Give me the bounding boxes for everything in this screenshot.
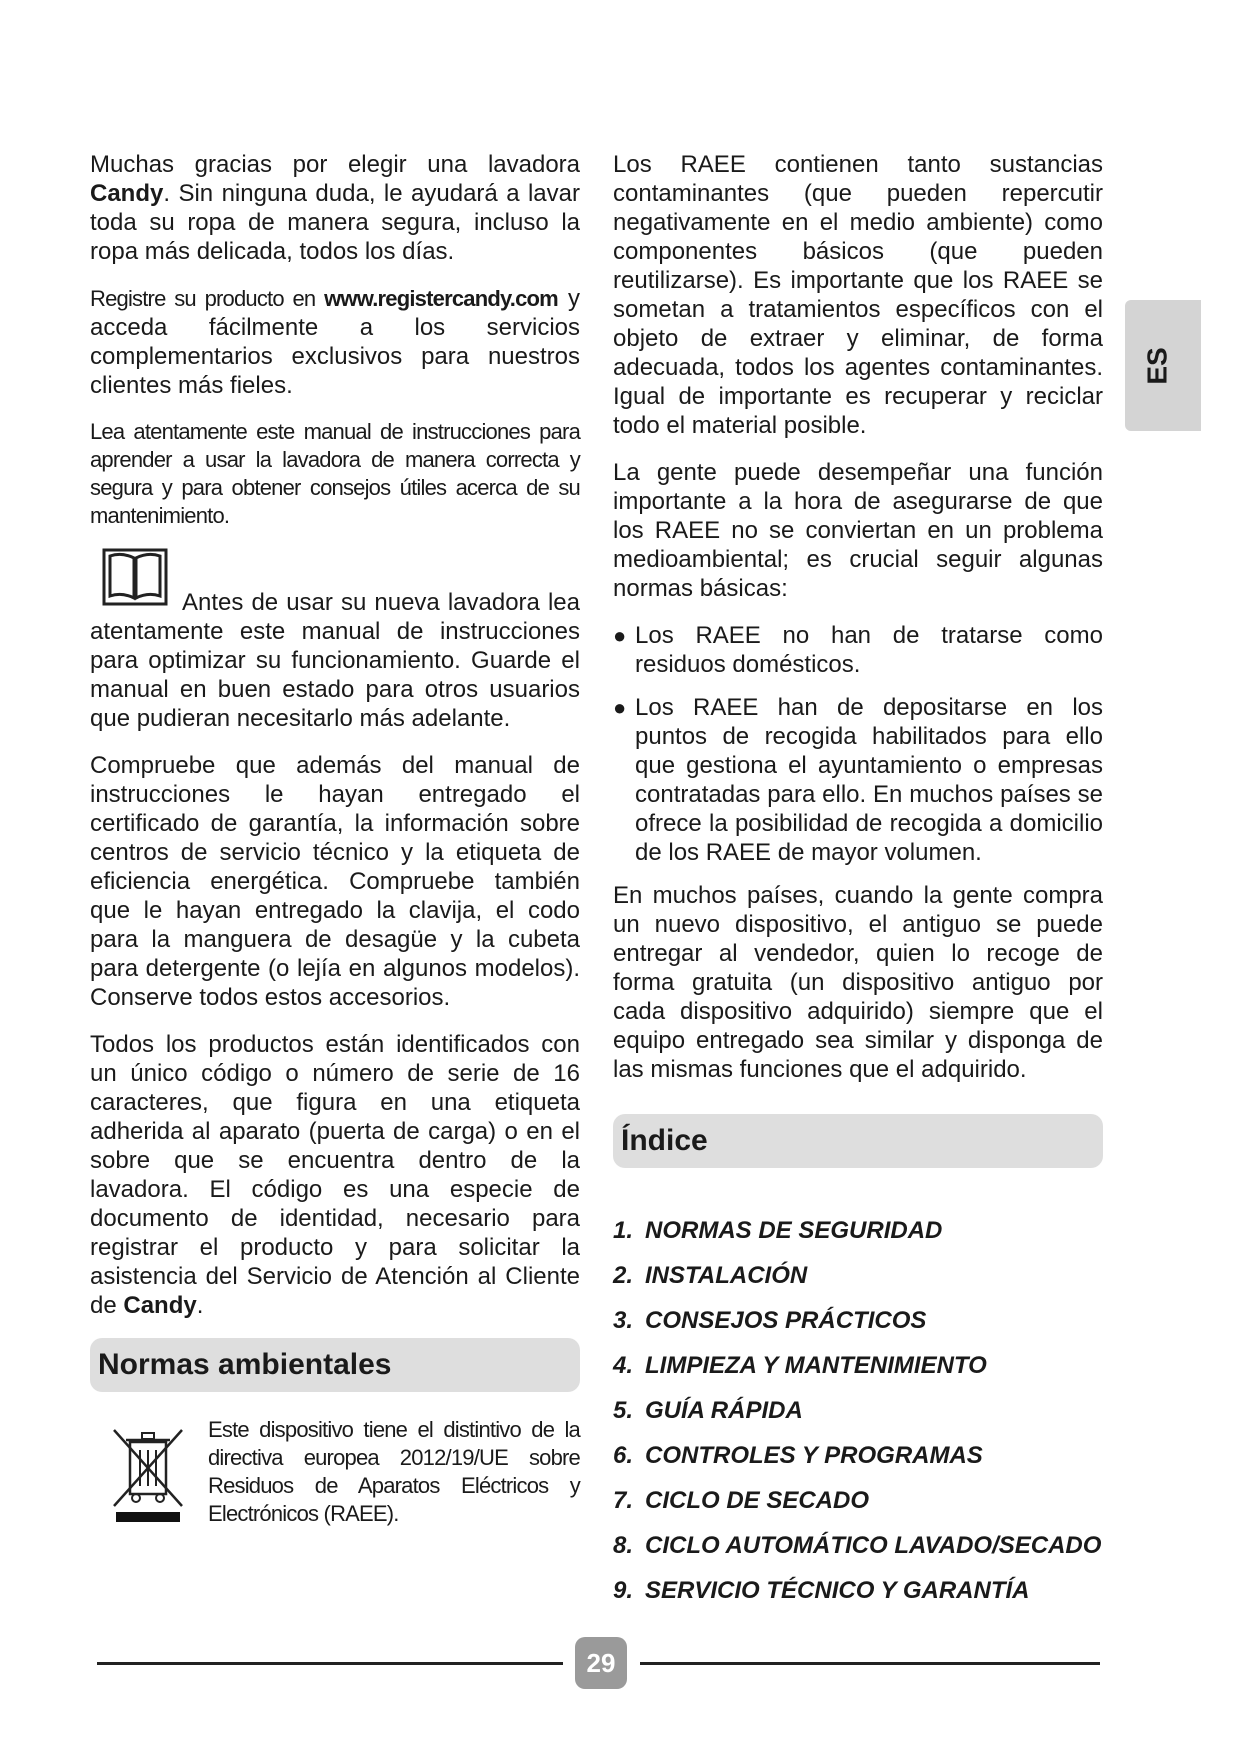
toc-item[interactable]: 6. CONTROLES Y PROGRAMAS (613, 1442, 983, 1469)
bullet-icon: ● (613, 695, 627, 720)
toc-item[interactable]: 8. CICLO AUTOMÁTICO LAVADO/SECADO (613, 1532, 1102, 1559)
brand-name: Candy (90, 180, 164, 207)
env-heading: Normas ambientales (90, 1338, 580, 1392)
page-number: 29 (575, 1637, 627, 1689)
check-paragraph: Compruebe que además del manual de instrucciones le hayan entregado el certificado de garantía, la información sobre centros de servicio técnico y la etiqueta de eficiencia energética. Compruebe también que le hayan entregado la clavija, el codo para la manguera de desagüe y la cubeta para detergente (o lejía en algunos modelos). Conserve todos estos accesorios. (90, 752, 580, 1011)
table-of-contents (613, 1208, 1103, 1613)
manual-notice (90, 548, 580, 733)
book-icon (102, 548, 168, 606)
left-column (90, 150, 580, 1528)
products-paragraph: Todos los productos están identificados con un único código o número de serie de 16 caracteres, que figura en una etiqueta adherida al aparato (puerta de carga) o en el sobre que se encuentra dentro de la lavadora. El código es una especie de documento de identidad, necesario para registrar el producto y para solicitar la asistencia del Servicio de Atención al Cliente de Candy. (90, 1031, 580, 1319)
raee-paragraph-3: En muchos países, cuando la gente compra un nuevo dispositivo, el antiguo se puede entregar al vendedor, quien lo recoge de forma gratuita (un dispositivo antiguo por cada dispositivo adquirido) siempre que el equipo entregado sea similar y disponga de las mismas funciones que el adquirido. (613, 882, 1103, 1083)
toc-item[interactable]: 7. CICLO DE SECADO (613, 1487, 870, 1514)
list-item: ● Los RAEE no han de tratarse como residuos domésticos. (613, 622, 1103, 678)
footer-rule-left (97, 1662, 563, 1665)
crossed-bin-icon (110, 1422, 186, 1522)
bullet-icon: ● (613, 623, 627, 648)
toc-item[interactable]: 3. CONSEJOS PRÁCTICOS (613, 1307, 927, 1334)
footer-rule-right (640, 1662, 1100, 1665)
weee-notice (90, 1416, 580, 1528)
raee-paragraph-2: La gente puede desempeñar una función importante a la hora de asegurarse de que los RAEE no se conviertan en un problema medioambiental; es crucial seguir algunas normas básicas: (613, 459, 1103, 602)
register-url: www.registercandy.com (324, 286, 558, 311)
register-paragraph: Registre su producto en www.registercandy.com y acceda fácilmente a los servicios complementarios exclusivos para nuestros clientes más fieles. (90, 285, 581, 399)
raee-paragraph-1: Los RAEE contienen tanto sustancias contaminantes (que pueden repercutir negativamente en el medio ambiente) como componentes básicos (que pueden reutilizarse). Es importante que los RAEE se sometan a tratamientos específicos con el objeto de extraer y eliminar, de forma adecuada, todos los agentes contaminantes. Igual de importante es recuperar y reciclar todo el material posible. (613, 151, 1103, 439)
toc-item[interactable]: 2. INSTALACIÓN (613, 1262, 808, 1289)
before-use-paragraph: Antes de usar su nueva lavadora lea atentamente este manual de instrucciones para optimizar su funcionamiento. Guarde el manual en buen estado para otros usuarios que pudieran necesitarlo más adelante. (90, 589, 580, 732)
weee-text: Este dispositivo tiene el distintivo de la directiva europea 2012/19/UE sobre Residuos de Aparatos Eléctricos y Electrónicos (RAEE). (208, 1417, 580, 1526)
intro-paragraph: Muchas gracias por elegir una lavadora Candy. Sin ninguna duda, le ayudará a lavar toda su ropa de manera segura, incluso la ropa más delicada, todos los días. (90, 151, 580, 265)
toc-item[interactable]: 9. SERVICIO TÉCNICO Y GARANTÍA (613, 1577, 1030, 1604)
toc-item[interactable]: 1. NORMAS DE SEGURIDAD (613, 1217, 943, 1244)
language-code: ES (1141, 347, 1173, 385)
right-column (613, 150, 1103, 1613)
toc-item[interactable]: 5. GUÍA RÁPIDA (613, 1397, 803, 1424)
toc-item[interactable]: 4. LIMPIEZA Y MANTENIMIENTO (613, 1352, 987, 1379)
read-manual-paragraph: Lea atentamente este manual de instrucciones para aprender a usar la lavadora de manera correcta y segura y para obtener consejos útiles acerca de su mantenimiento. (90, 419, 580, 528)
list-item: ● Los RAEE han de depositarse en los puntos de recogida habilitados para ello que gestiona el ayuntamiento o empresas contratadas para ello. En muchos países se ofrece la posibilidad de recogida a domicilio de los RAEE de mayor volumen. (613, 694, 1103, 866)
language-tab (1125, 300, 1201, 431)
index-heading: Índice (613, 1114, 1103, 1168)
brand-name: Candy (123, 1292, 197, 1319)
